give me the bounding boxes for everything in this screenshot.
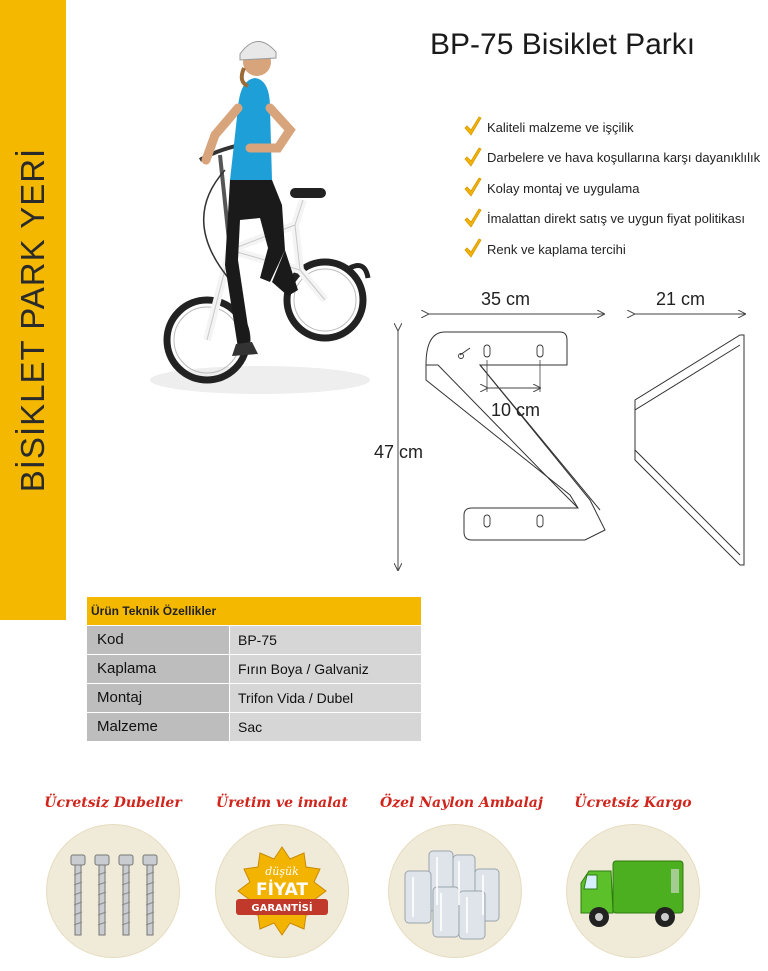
spec-key: Montaj (87, 684, 229, 712)
screws-icon (47, 825, 179, 957)
bottom-feature-title: Ücretsiz Kargo (574, 795, 692, 811)
spec-key: Kod (87, 626, 229, 654)
dim-width-side: 21 cm (656, 289, 706, 309)
spec-row (87, 713, 421, 741)
bottom-feature-title: Özel Naylon Ambalaj (380, 795, 543, 811)
bottom-feature-ambalaj (380, 795, 543, 957)
bottom-feature-title: Üretim ve imalat (216, 795, 348, 811)
bicycle-rider-photo (120, 20, 380, 410)
spec-key: Kaplama (87, 655, 229, 683)
spec-table (87, 597, 421, 741)
feature-text: Kolay montaj ve uygulama (487, 180, 640, 196)
feature-text: Darbelere ve hava koşullarına karşı dayanıklılık (487, 150, 761, 166)
feature-item (463, 112, 760, 143)
badge-line3: GARANTİSİ (251, 903, 313, 914)
feature-text: Renk ve kaplama tercihi (487, 241, 626, 257)
feature-item (463, 143, 760, 174)
spec-row (87, 655, 421, 683)
spec-value: Fırın Boya / Galvaniz (230, 655, 421, 683)
bottom-feature-dubel (38, 795, 188, 957)
bottom-feature-kargo (558, 795, 708, 957)
checkmark-icon (463, 116, 483, 138)
side-bracket-outline (635, 335, 744, 565)
checkmark-icon (463, 238, 483, 260)
checkmark-icon (463, 177, 483, 199)
spec-row (87, 626, 421, 654)
spec-value: Sac (230, 713, 421, 741)
side-banner-text: BİSİKLET PARK YERİ (14, 147, 51, 493)
bottom-feature-title: Ücretsiz Dubeller (44, 795, 182, 811)
feature-item (463, 173, 760, 204)
checkmark-icon (463, 147, 483, 169)
technical-drawing (360, 280, 760, 580)
spec-row (87, 684, 421, 712)
feature-text: İmalattan direkt satış ve uygun fiyat politikası (487, 211, 745, 227)
badge-line2: FİYAT (255, 880, 309, 900)
spec-value: Trifon Vida / Dubel (230, 684, 421, 712)
page-title: BP-75 Bisiklet Parkı (430, 28, 696, 61)
dim-slot-gap: 10 cm (491, 400, 541, 420)
price-badge-icon (216, 825, 348, 957)
dim-width-front: 35 cm (481, 289, 531, 309)
nylon-rolls-icon (389, 825, 521, 957)
spec-table-header: Ürün Teknik Özellikler (87, 597, 421, 625)
badge-line1: düşük (265, 865, 299, 878)
spec-key: Malzeme (87, 713, 229, 741)
front-bracket-outline (426, 332, 605, 540)
side-banner (0, 0, 66, 620)
feature-item (463, 234, 760, 265)
feature-item (463, 204, 760, 235)
spec-value: BP-75 (230, 626, 421, 654)
feature-list (463, 112, 760, 265)
checkmark-icon (463, 208, 483, 230)
bottom-feature-uretim (207, 795, 357, 957)
feature-text: Kaliteli malzeme ve işçilik (487, 119, 634, 135)
cargo-truck-icon (567, 825, 699, 957)
dim-height: 47 cm (374, 442, 424, 462)
